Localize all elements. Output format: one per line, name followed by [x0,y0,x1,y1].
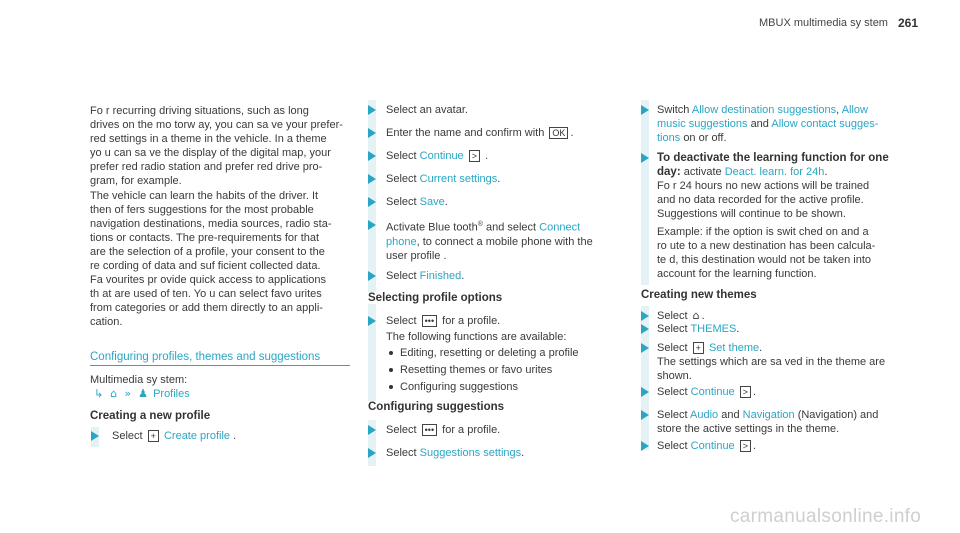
more-options-icon[interactable]: ••• [422,424,437,436]
step-arrow-icon [641,324,649,334]
text-line: tions or contacts. The pre-requirements for that [90,232,320,244]
watermark: carmanualsonline.info [730,506,922,527]
step-text: Select [386,196,417,208]
step-text: . [233,430,237,442]
step-finished: Select Finished. [386,270,465,282]
step-arrow-icon [368,220,376,230]
continue-link[interactable]: Continue [419,150,464,162]
text-line: Suggestions will continue to be shown. [657,208,846,220]
menu-path [92,387,190,401]
step-home: Select ⌂ . [657,309,705,323]
chevron-right-icon[interactable]: > [740,440,751,452]
step-arrow-icon [368,128,376,138]
allow-music-toggle[interactable]: music suggestions [657,118,748,130]
step-save: Select Save. [386,196,448,208]
bullet-dot [389,385,393,389]
step-text: on or off. [683,132,727,144]
text-line: prefer red radio station and prefer red drive pro‐ [90,161,323,173]
favourites-paragraph [90,273,360,329]
step-arrow-icon [368,151,376,161]
navigation-link[interactable]: Navigation [742,409,795,421]
suggestions-settings-link[interactable]: Suggestions settings [419,447,522,459]
step-continue-3: Select Continue > . [657,440,757,452]
step-text: Select [657,342,688,354]
step-text: Select [657,386,688,398]
double-chevron-icon: » [124,387,132,401]
step-text: Select [386,150,417,162]
step-text: Select [386,447,417,459]
path-arrow-icon: ↳ [94,387,104,401]
text-line: store the active settings in the theme. [657,423,840,435]
step-arrow-icon [368,174,376,184]
step-text: Select [657,323,688,335]
text-line: re cording of data and suf ficient collected data. [90,260,321,272]
text-line: navigation destinations, media sources, radio sta‐ [90,218,332,230]
step-arrow-icon [368,425,376,435]
step-switch-suggestions: Switch Allow destination suggestions, Allow music suggestions and Allow contact sugges‐ tions on or off. [657,104,879,144]
step-continue: Select Continue > . [386,150,489,162]
step-arrow-icon [368,316,376,326]
text-line: Example: if the option is swit ched on and a [657,226,869,238]
allow-destination-toggle[interactable]: Allow destination suggestions [691,104,837,116]
following-functions-text: The following functions are available: [386,331,567,343]
chevron-right-icon[interactable]: > [469,150,480,162]
step-text: Activate Blue tooth [386,221,478,234]
step-more-options-2 [386,423,500,437]
text-line: are the selection of a profile, your consent to the [90,246,325,258]
text-line: The vehicle can learn the habits of the driver. It [90,190,319,202]
running-header: MBUX multimedia sy stem [759,17,888,29]
text-line: gram, for example. [90,175,182,187]
instruction-bar [368,100,376,413]
ok-button[interactable]: OK [549,127,568,139]
text-line: Fa vourites pr ovide quick access to applications [90,274,327,286]
step-arrow-icon [368,448,376,458]
creating-themes-heading: Creating new themes [641,289,757,301]
instruction-bar [641,100,649,285]
step-avatar: Select an avatar. [386,104,468,116]
bullet-item: Configuring suggestions [400,381,519,393]
step-arrow-icon [368,271,376,281]
step-text: and select [482,221,537,234]
save-link[interactable]: Save [419,196,445,208]
text-line: drives on the mo torw ay, you can sa ve your prefer‐ [90,119,343,131]
multimedia-system-label: Multimedia sy stem: [90,374,188,386]
text-line: th at are used of ten. Yo u can select favo urites [90,288,322,300]
step-suggestions-settings: Select Suggestions settings. [386,447,525,459]
text-line: from categories or add them directly to an appli‐ [90,302,323,314]
step-arrow-icon [368,197,376,207]
home-icon[interactable]: ⌂ [110,387,118,401]
text-line: then of fers suggestions for the most probable [90,204,314,216]
plus-icon[interactable]: + [148,430,159,442]
home-icon[interactable]: ⌂ [692,309,700,323]
bullet-dot [389,351,393,355]
step-text: for a profile. [442,315,501,327]
step-enter-name: Enter the name and confirm with OK . [386,127,574,139]
step-audio-navigation [657,408,907,436]
step-bluetooth [386,218,626,263]
step-set-theme: Select + Set theme. The settings which are sa ved in the theme are shown. [657,341,907,383]
step-text: Switch [657,104,690,116]
bullet-item: Editing, resetting or deleting a profile [400,347,579,359]
step-text: Select [657,440,688,452]
more-options-icon[interactable]: ••• [422,315,437,327]
text-line: ro ute to a new destination has been calcula‐ [657,240,876,252]
step-deactivate-learning: To deactivate the learning function for one day: activate Deact. learn. for 24h. Fo r 24 hours no new actions will be trained and no data recorded for the active profile. Suggestions will continue to be shown. Example: if the option is swit ched on and a ro ute to a new destination has been calcula‐ te d, this destination would not be taken into account for the learning function. [657,151,907,281]
step-arrow-icon [641,387,649,397]
step-create-profile [112,429,236,443]
text-line: red settings in a theme in the vehicle. In a theme [90,133,327,145]
step-arrow-icon [641,153,649,163]
text-line: Fo r 24 hours no new actions will be trained [657,180,870,192]
step-arrow-icon [641,441,649,451]
text-line: te d, this destination would not be taken into [657,254,872,266]
connect-phone-link[interactable]: Connect [539,221,581,234]
continue-link[interactable]: Continue [690,386,735,398]
step-text: Select [386,173,417,185]
configuring-suggestions-heading: Configuring suggestions [368,401,508,413]
connect-phone-link[interactable]: phone [386,235,417,248]
text-line: cation. [90,316,123,328]
step-current-settings: Select Current settings. [386,173,501,185]
bullet-dot [389,368,393,372]
step-text: (Navigation) and [794,409,879,421]
step-arrow-icon [368,105,376,115]
finished-link[interactable]: Finished [419,270,462,282]
text-line: yo u can sa ve the display of the digital map, your [90,147,331,159]
profiles-link[interactable]: Profiles [153,388,190,400]
bullet-item: Resetting themes or favo urites [400,364,553,376]
allow-contact-toggle[interactable]: Allow contact sugges‐ [771,118,879,130]
step-arrow-icon [641,410,649,420]
step-continue-2: Select Continue > . [657,386,757,398]
step-text: user profile . [386,249,447,262]
plus-icon[interactable]: + [693,342,704,354]
step-text: for a profile. [442,424,501,436]
create-profile-link[interactable]: Create profile [163,430,231,442]
learn-paragraph [90,189,360,273]
step-arrow-icon [641,105,649,115]
step-arrow-icon [641,343,649,353]
step-text: and [721,409,740,421]
step-text: Select [112,430,143,442]
continue-link[interactable]: Continue [690,440,735,452]
step-arrow-icon [91,431,99,441]
section-title: Configuring profiles, themes and suggestions [90,351,350,366]
step-text: Select [386,315,417,327]
deactivate-heading: To deactivate the learning function for one [657,152,889,164]
creating-profile-heading: Creating a new profile [90,410,211,422]
set-theme-link[interactable]: Set theme [708,342,760,354]
text-line: account for the learning function. [657,268,817,280]
deact-learn-link[interactable]: Deact. learn. for 24h [724,166,825,178]
current-settings-link[interactable]: Current settings [419,173,498,185]
selecting-profile-options-heading: Selecting profile options [368,292,506,304]
page-number: 261 [898,16,919,30]
text-line: shown. [657,370,692,382]
step-text: , to connect a mobile phone with the [416,235,593,248]
chevron-right-icon[interactable]: > [740,386,751,398]
text-line: and no data recorded for the active profile. [657,194,864,206]
registered-mark: ® [477,221,483,228]
intro-paragraph [90,104,360,188]
step-more-options [386,314,500,328]
step-text: Select [657,409,688,421]
step-themes: Select THEMES. [657,323,740,335]
text-line: The settings which are sa ved in the theme are [657,356,886,368]
step-text: and [750,118,769,130]
step-text: day: [657,166,681,178]
step-text: Enter the name and confirm with [386,127,545,139]
text-line: Fo r recurring driving situations, such as long [90,105,309,117]
step-text: activate [683,166,722,178]
step-text: Select [657,310,688,322]
allow-contact-toggle[interactable]: tions [657,132,681,144]
step-text: Select [386,270,417,282]
allow-music-toggle[interactable]: Allow [841,104,868,116]
step-arrow-icon [641,311,649,321]
profile-icon[interactable]: ♟ [138,387,148,401]
themes-link[interactable]: THEMES [690,323,737,335]
audio-link[interactable]: Audio [690,409,719,421]
step-text: Select [386,424,417,436]
